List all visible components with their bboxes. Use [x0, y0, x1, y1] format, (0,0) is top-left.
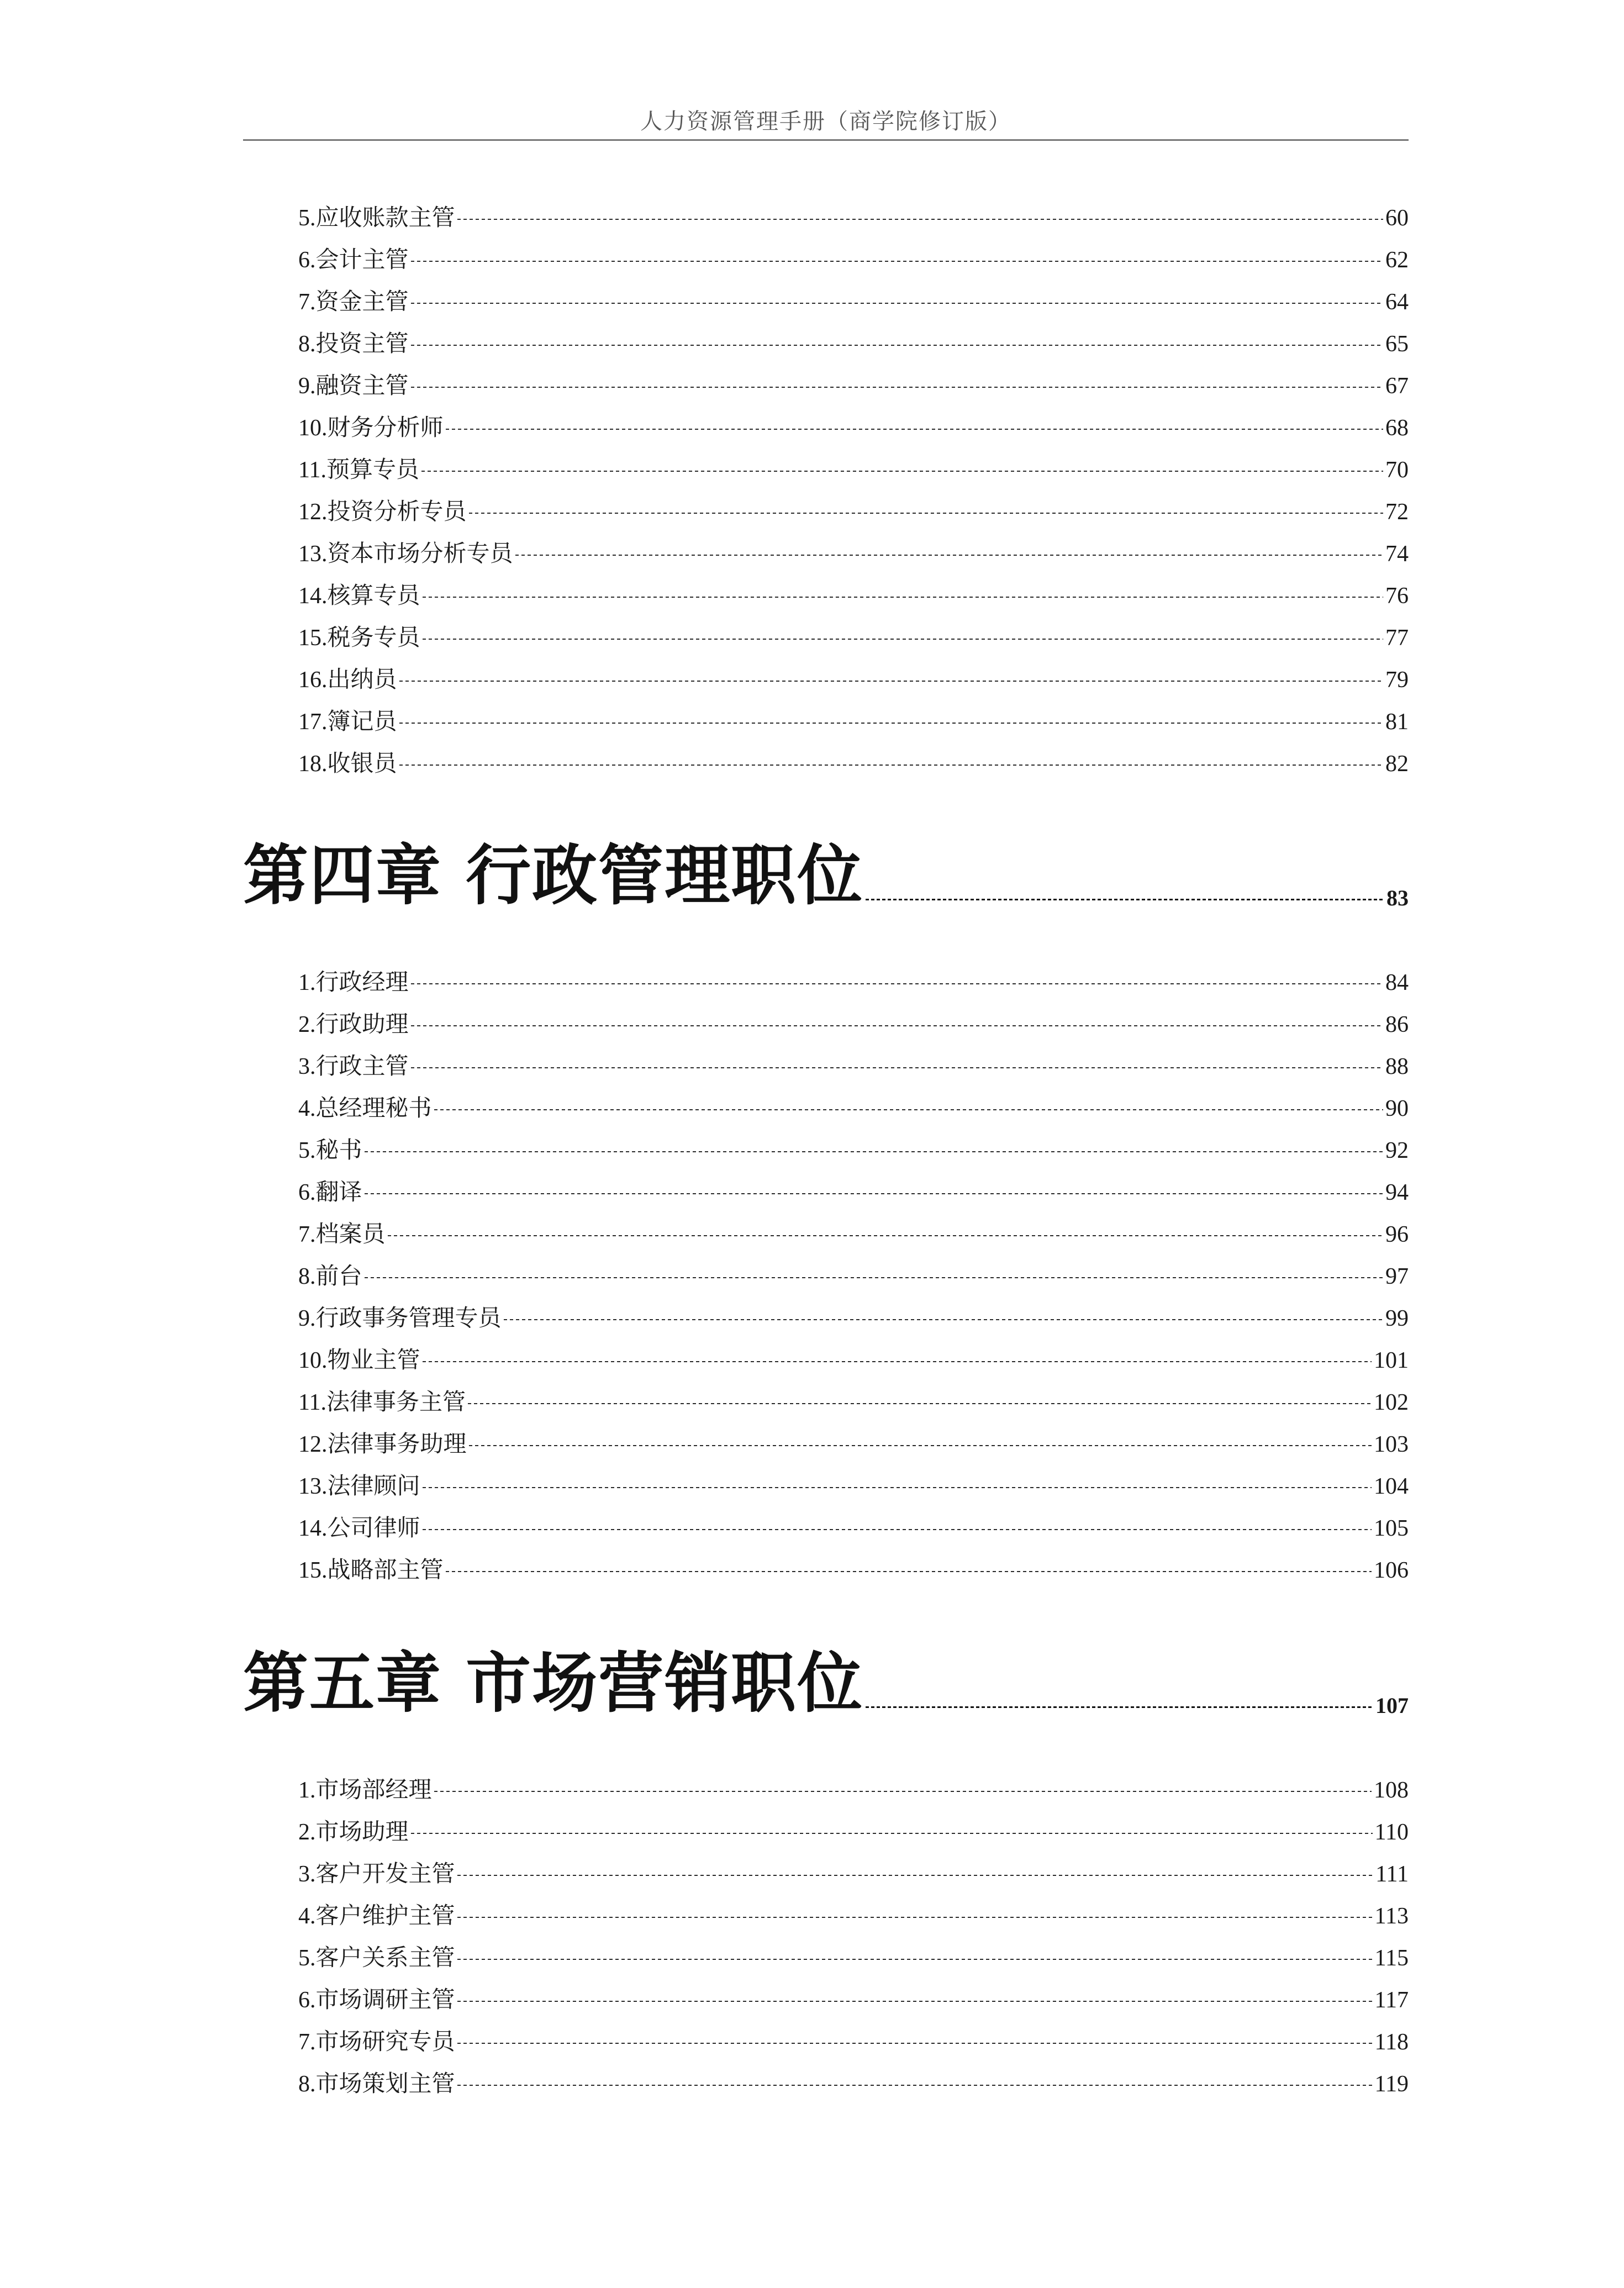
- toc-entry[interactable]: [298, 700, 1409, 742]
- chapter-heading[interactable]: [243, 834, 1409, 917]
- toc-entry[interactable]: [298, 2021, 1409, 2063]
- entry-page: 74: [1385, 541, 1409, 567]
- chapter-title: 第四章 行政管理职位: [243, 837, 864, 914]
- entry-page: 70: [1385, 457, 1409, 483]
- entry-page: 99: [1385, 1306, 1409, 1331]
- toc-entry[interactable]: [298, 961, 1409, 1003]
- entry-page: 105: [1374, 1516, 1409, 1541]
- entry-page: 117: [1374, 1987, 1409, 2013]
- entry-title: 市场部经理: [315, 1776, 432, 1803]
- toc-entry[interactable]: [298, 1297, 1409, 1339]
- dot-leader: [457, 2043, 1373, 2044]
- dot-leader: [411, 387, 1383, 388]
- dot-leader: [423, 639, 1383, 640]
- entry-number: 6.: [298, 247, 316, 273]
- entry-number: 11.: [298, 1390, 326, 1415]
- entry-page: 68: [1385, 415, 1409, 441]
- entry-number: 8.: [298, 331, 316, 357]
- dot-leader: [434, 1791, 1372, 1792]
- entry-page: 97: [1385, 1264, 1409, 1289]
- entry-title: 法律事务助理: [327, 1430, 467, 1457]
- entry-title: 预算专员: [326, 456, 419, 483]
- entry-number: 13.: [298, 1474, 328, 1499]
- entry-number: 14.: [298, 583, 328, 609]
- entry-title: 客户关系主管: [315, 1944, 455, 1971]
- entry-title: 市场研究专员: [315, 2028, 455, 2055]
- entry-title: 行政主管: [315, 1052, 409, 1079]
- entry-page: 118: [1374, 2029, 1409, 2055]
- entry-title: 投资主管: [315, 330, 409, 357]
- entry-title: 秘书: [315, 1136, 362, 1163]
- toc-entry[interactable]: [298, 1087, 1409, 1129]
- dot-leader: [866, 899, 1384, 900]
- dot-leader: [866, 1706, 1373, 1708]
- dot-leader: [365, 1193, 1383, 1194]
- toc-entry[interactable]: [298, 491, 1409, 533]
- dot-leader: [411, 345, 1383, 346]
- dot-leader: [457, 2001, 1373, 2002]
- entry-number: 7.: [298, 289, 316, 315]
- entry-title: 行政助理: [315, 1010, 409, 1037]
- dot-leader: [457, 219, 1383, 220]
- dot-leader: [504, 1319, 1383, 1320]
- dot-leader: [446, 1571, 1372, 1572]
- entry-page: 106: [1374, 1558, 1409, 1583]
- entry-page: 86: [1385, 1012, 1409, 1037]
- entry-title: 出纳员: [327, 666, 397, 693]
- toc-entry[interactable]: [298, 1129, 1409, 1171]
- entry-number: 8.: [298, 1264, 316, 1289]
- entry-page: 88: [1385, 1054, 1409, 1079]
- toc-entry[interactable]: [298, 1811, 1409, 1853]
- entry-title: 前台: [315, 1262, 362, 1289]
- toc-entry[interactable]: [298, 1979, 1409, 2021]
- entry-number: 10.: [298, 1348, 328, 1373]
- toc-entry[interactable]: [298, 1853, 1409, 1895]
- chapter-heading[interactable]: [243, 1642, 1409, 1725]
- entry-title: 档案员: [315, 1220, 386, 1247]
- entry-title: 翻译: [315, 1178, 362, 1205]
- toc-entry[interactable]: [298, 1465, 1409, 1507]
- entry-title: 物业主管: [327, 1346, 420, 1373]
- toc-entry[interactable]: [298, 1003, 1409, 1045]
- dot-leader: [411, 1025, 1383, 1026]
- entry-number: 7.: [298, 2029, 316, 2055]
- running-header: 人力资源管理手册（商学院修订版）: [640, 109, 1011, 134]
- toc-entry[interactable]: [298, 616, 1409, 658]
- dot-leader: [411, 1067, 1383, 1068]
- dot-leader: [468, 1403, 1372, 1404]
- dot-leader: [457, 2085, 1373, 2086]
- entry-number: 2.: [298, 1820, 316, 1845]
- entry-title: 核算专员: [327, 582, 420, 609]
- toc-entry[interactable]: [298, 658, 1409, 700]
- entry-page: 104: [1374, 1474, 1409, 1499]
- entry-number: 2.: [298, 1012, 316, 1037]
- dot-leader: [411, 1833, 1373, 1834]
- dot-leader: [457, 1917, 1373, 1918]
- entry-title: 收银员: [327, 750, 397, 777]
- entry-number: 7.: [298, 1222, 316, 1247]
- entry-title: 客户维护主管: [315, 1902, 455, 1929]
- entry-number: 5.: [298, 205, 316, 231]
- entry-page: 119: [1374, 2071, 1409, 2097]
- entry-page: 101: [1374, 1348, 1409, 1373]
- toc-entry[interactable]: [298, 1769, 1409, 1811]
- dot-leader: [399, 681, 1383, 682]
- entry-number: 1.: [298, 970, 316, 995]
- toc-entry[interactable]: [298, 281, 1409, 323]
- entry-number: 5.: [298, 1138, 316, 1163]
- dot-leader: [411, 303, 1383, 304]
- entry-page: 82: [1385, 751, 1409, 777]
- entry-page: 110: [1374, 1820, 1409, 1845]
- toc-entry[interactable]: [298, 323, 1409, 365]
- toc-entry[interactable]: [298, 1895, 1409, 1937]
- entry-number: 12.: [298, 499, 328, 525]
- toc-entry[interactable]: [298, 1339, 1409, 1381]
- entry-page: 77: [1385, 625, 1409, 651]
- dot-leader: [434, 1109, 1383, 1110]
- toc-entry[interactable]: [298, 533, 1409, 574]
- toc-entry[interactable]: [298, 449, 1409, 491]
- entry-title: 客户开发主管: [315, 1860, 455, 1887]
- entry-page: 92: [1385, 1138, 1409, 1163]
- dot-leader: [457, 1959, 1373, 1960]
- toc-entry[interactable]: [298, 742, 1409, 784]
- entry-title: 行政事务管理专员: [315, 1304, 502, 1331]
- toc-entry[interactable]: [298, 2063, 1409, 2105]
- entry-page: 76: [1385, 583, 1409, 609]
- entry-title: 法律顾问: [327, 1472, 420, 1499]
- entry-page: 90: [1385, 1096, 1409, 1121]
- entry-number: 3.: [298, 1054, 316, 1079]
- toc-entry[interactable]: [298, 407, 1409, 449]
- entry-page: 94: [1385, 1180, 1409, 1205]
- entry-page: 102: [1374, 1390, 1409, 1415]
- entry-title: 财务分析师: [327, 414, 444, 441]
- toc-entry[interactable]: [298, 574, 1409, 616]
- dot-leader: [469, 513, 1383, 514]
- entry-number: 3.: [298, 1862, 316, 1887]
- entry-title: 应收账款主管: [315, 204, 455, 231]
- entry-page: 81: [1385, 709, 1409, 735]
- entry-page: 62: [1385, 247, 1409, 273]
- dot-leader: [515, 555, 1383, 556]
- dot-leader: [457, 1875, 1374, 1876]
- entry-page: 67: [1385, 373, 1409, 399]
- toc-entry[interactable]: [298, 1213, 1409, 1255]
- dot-leader: [411, 983, 1383, 984]
- entry-number: 6.: [298, 1180, 316, 1205]
- entry-page: 64: [1385, 289, 1409, 315]
- entry-page: 108: [1374, 1778, 1409, 1803]
- entry-title: 市场策划主管: [315, 2070, 455, 2097]
- toc-entry[interactable]: [298, 1423, 1409, 1465]
- entry-number: 18.: [298, 751, 328, 777]
- entry-number: 4.: [298, 1904, 316, 1929]
- entry-number: 15.: [298, 625, 328, 651]
- entry-page: 79: [1385, 667, 1409, 693]
- entry-title: 会计主管: [315, 246, 409, 273]
- toc-entry[interactable]: [298, 365, 1409, 407]
- toc-entry[interactable]: [298, 1171, 1409, 1213]
- entry-page: 115: [1374, 1946, 1409, 1971]
- entry-page: 103: [1374, 1432, 1409, 1457]
- entry-number: 17.: [298, 709, 328, 735]
- entry-number: 15.: [298, 1558, 328, 1583]
- entry-page: 65: [1385, 331, 1409, 357]
- dot-leader: [388, 1235, 1383, 1236]
- entry-number: 4.: [298, 1096, 316, 1121]
- entry-number: 5.: [298, 1946, 316, 1971]
- dot-leader: [423, 1487, 1372, 1488]
- entry-title: 投资分析专员: [327, 498, 467, 525]
- toc-entry[interactable]: [298, 1937, 1409, 1979]
- entry-number: 10.: [298, 415, 328, 441]
- toc-entry[interactable]: [298, 1255, 1409, 1297]
- entry-title: 法律事务主管: [326, 1388, 466, 1415]
- toc-entry[interactable]: [298, 1045, 1409, 1087]
- dot-leader: [399, 723, 1383, 724]
- dot-leader: [411, 261, 1383, 262]
- dot-leader: [423, 1529, 1372, 1530]
- entry-number: 13.: [298, 541, 328, 567]
- entry-number: 11.: [298, 457, 326, 483]
- entry-page: 84: [1385, 970, 1409, 995]
- entry-number: 14.: [298, 1516, 328, 1541]
- entry-number: 12.: [298, 1432, 328, 1457]
- chapter-page: 83: [1386, 885, 1409, 910]
- entry-title: 市场调研主管: [315, 1986, 455, 2013]
- dot-leader: [365, 1277, 1383, 1278]
- entry-title: 资金主管: [315, 288, 409, 315]
- entry-number: 8.: [298, 2071, 316, 2097]
- entry-title: 总经理秘书: [315, 1094, 432, 1121]
- entry-number: 16.: [298, 667, 328, 693]
- toc-entry[interactable]: [298, 1381, 1409, 1423]
- dot-leader: [423, 597, 1383, 598]
- entry-title: 资本市场分析专员: [327, 540, 513, 567]
- entry-page: 113: [1374, 1904, 1409, 1929]
- toc-entry[interactable]: [298, 1507, 1409, 1549]
- entry-number: 1.: [298, 1778, 316, 1803]
- entry-page: 96: [1385, 1222, 1409, 1247]
- entry-number: 9.: [298, 1306, 316, 1331]
- dot-leader: [469, 1445, 1372, 1446]
- entry-title: 市场助理: [315, 1818, 409, 1845]
- entry-title: 税务专员: [327, 624, 420, 651]
- dot-leader: [421, 471, 1383, 472]
- entry-title: 行政经理: [315, 968, 409, 995]
- dot-leader: [423, 1361, 1372, 1362]
- entry-page: 72: [1385, 499, 1409, 525]
- dot-leader: [365, 1151, 1383, 1152]
- toc-entry[interactable]: [298, 239, 1409, 281]
- entry-page: 60: [1385, 205, 1409, 231]
- chapter-title: 第五章 市场营销职位: [243, 1645, 864, 1721]
- entry-title: 融资主管: [315, 372, 409, 399]
- dot-leader: [399, 765, 1383, 766]
- entry-title: 公司律师: [327, 1514, 420, 1541]
- dot-leader: [446, 429, 1383, 430]
- chapter-page: 107: [1375, 1693, 1409, 1718]
- entry-number: 6.: [298, 1987, 316, 2013]
- toc-entry[interactable]: [298, 197, 1409, 239]
- entry-title: 战略部主管: [327, 1556, 444, 1583]
- toc-entry[interactable]: [298, 1549, 1409, 1591]
- entry-title: 簿记员: [327, 708, 397, 735]
- entry-page: 111: [1375, 1862, 1409, 1887]
- entry-number: 9.: [298, 373, 316, 399]
